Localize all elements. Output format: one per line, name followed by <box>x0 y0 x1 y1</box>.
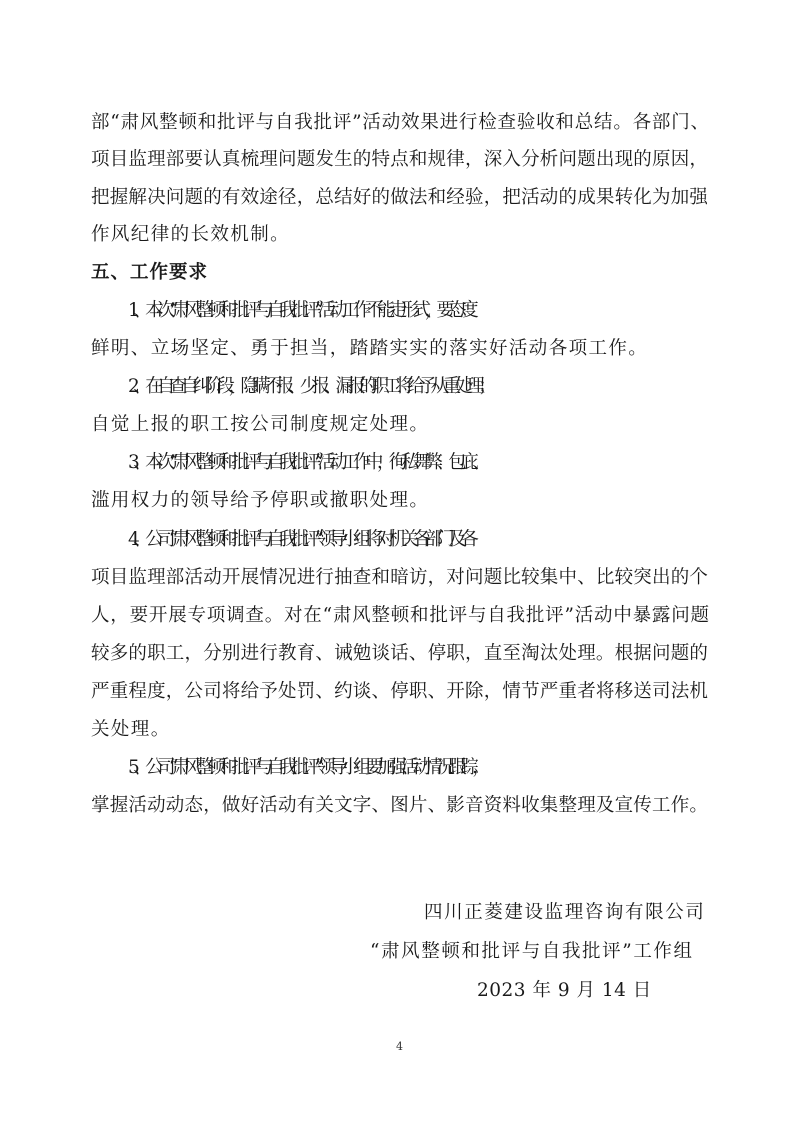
requirement-item-4-cont: 较多的职工，分别进行教育、诫勉谈话、停职，直至淘汰处理。根据问题的 <box>91 643 709 664</box>
requirement-item-2-cont: 自觉上报的职工按公司制度规定处理。 <box>91 414 430 435</box>
requirement-item-2: 2、在自查自纠阶段，隐瞒不报、少报、漏报的职工将给予从重处理； <box>128 376 491 397</box>
signature-date: 2023 年 9 月 14 日 <box>477 980 652 1001</box>
requirement-item-4: 4、公司“肃风整顿和批评与自我批评”领导小组将对机关各部门及各 <box>128 529 473 550</box>
requirement-item-5-cont: 掌握活动动态，做好活动有关文字、图片、影音资料收集整理及宣传工作。 <box>91 795 709 816</box>
requirement-item-4-cont: 关处理。 <box>91 719 171 740</box>
requirement-item-1-cont: 鲜明、立场坚定、勇于担当，踏踏实实的落实好活动各项工作。 <box>91 338 649 359</box>
requirement-item-4-cont: 项目监理部活动开展情况进行抽查和暗访，对问题比较集中、比较突出的个 <box>91 567 709 588</box>
requirement-item-1: 1、本次“肃风整顿和批评与自我批评”活动工作不能走形式，要态度 <box>128 300 473 321</box>
requirement-item-4-cont: 人，要开展专项调查。对在“肃风整顿和批评与自我批评”活动中暴露问题 <box>91 605 710 626</box>
paragraph-line: 项目监理部要认真梳理问题发生的特点和规律，深入分析问题出现的原因， <box>91 149 709 170</box>
section-heading: 五、工作要求 <box>91 262 209 283</box>
signature-group: “肃风整顿和批评与自我批评”工作组 <box>370 941 694 962</box>
paragraph-line: 把握解决问题的有效途径，总结好的做法和经验，把活动的成果转化为加强 <box>91 187 709 208</box>
paragraph-line: 作风纪律的长效机制。 <box>91 224 291 245</box>
requirement-item-3-cont: 滥用权力的领导给予停职或撤职处理。 <box>91 490 430 511</box>
requirement-item-4-cont: 严重程度，公司将给予处罚、约谈、停职、开除，情节严重者将移送司法机 <box>91 681 709 702</box>
requirement-item-5: 5、公司“肃风整顿和批评与自我批评”领导小组要加强活动情况跟踪， <box>128 757 484 778</box>
requirement-item-3: 3、本次“肃风整顿和批评与自我批评”活动工作中，徇私舞弊、包庇、 <box>128 452 484 473</box>
page-number: 4 <box>396 1040 403 1053</box>
paragraph-line: 部“肃风整顿和批评与自我批评”活动效果进行检查验收和总结。各部门、 <box>91 112 710 133</box>
signature-company: 四川正菱建设监理咨询有限公司 <box>424 902 706 923</box>
